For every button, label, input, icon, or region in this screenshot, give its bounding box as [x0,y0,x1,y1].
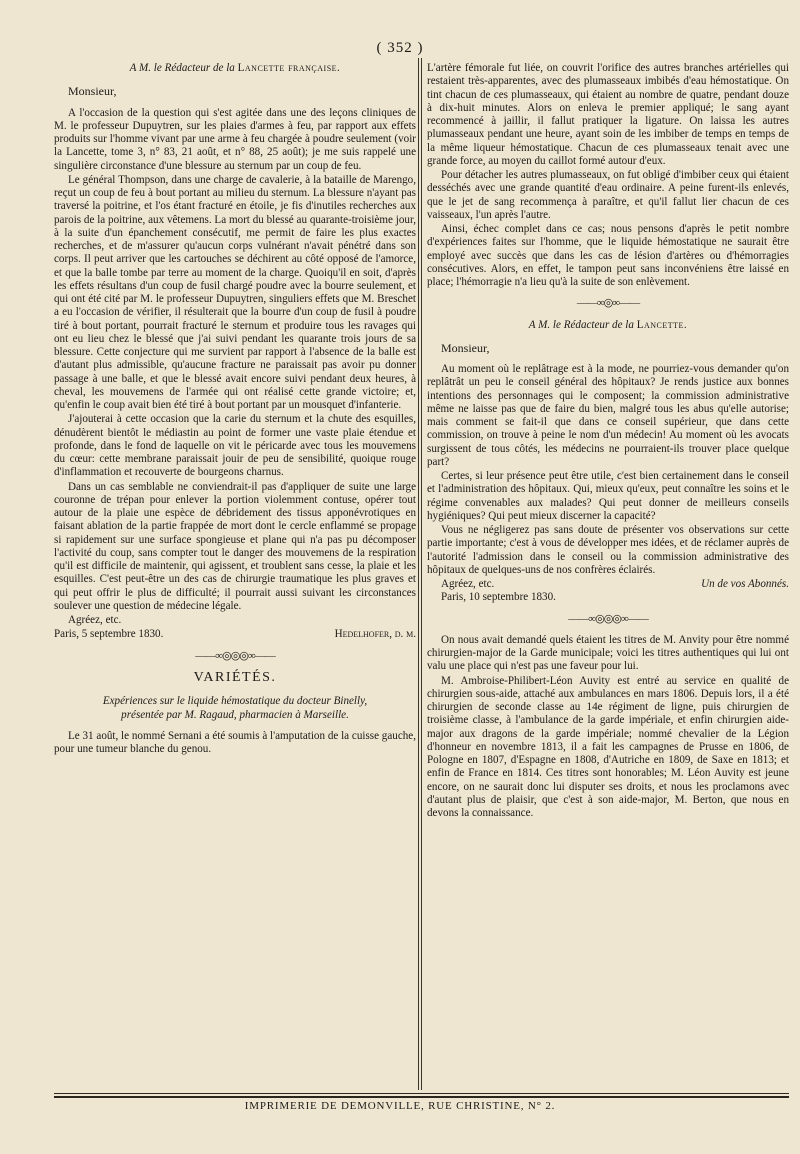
letter2-signature: Un de vos Abonnés. [701,578,789,590]
letter1-heading [54,62,416,75]
binelly-subheading-line2: présentée par M. Ragaud, pharmacien à Marseille. [121,709,349,721]
ornament-divider: ——∞◎◎◎∞—— [195,649,275,662]
letter2-place-date: Paris, 10 septembre 1830. [441,591,556,604]
ornament-divider: ——∞◎∞—— [576,297,640,310]
left-column [54,62,416,758]
letter2-salutation: Monsieur, [441,340,490,355]
letter1-paragraph: Dans un cas semblable ne conviendrait-il pas d'appliquer de suite une large couronne de trépan pour enlever la portion violemment contuse, opérer tout autour de la plaie une espèce de débridement des tissus apponévrotiques en faisant ablation de la partie frappée de mort dont le cercle enflammé se propage si rapidement sur une surface spongieuse et plane qui n'a pas pu décomposer l'activité du coup, sans compter tout le danger des mouvemens de la respiration qu'il est difficile de maintenir, qui agissent, et troublent sans cesse, la plaie et les esquilles. C'est peut-être un des cas de chirurgie traumatique les plus graves et qui peut offrir le plus de difficulté; il pourrait aussi suivant les circonstances soulever une question de médecine légale. [54,480,416,612]
printer-imprint: IMPRIMERIE DE DEMONVILLE, RUE CHRISTINE, N° 2. [244,1100,556,1112]
letter1-heading-prefix: A M. le Rédacteur de la [129,62,235,74]
section-title: VARIÉTÉS. [193,669,277,685]
letter1-heading-journal: Lancette française. [237,62,341,74]
letter1-salutation: Monsieur, [68,84,117,99]
letter1-signature: Hedelhofer, d. m. [334,628,416,641]
footer-rule-thick [54,1096,789,1098]
ornament-divider: ——∞◎◎◎∞—— [568,612,648,625]
letter2-heading-prefix: A M. le Rédacteur de la [528,318,634,331]
auvity-paragraph: On nous avait demandé quels étaient les titres de M. Anvity pour être nommé chirurgien-major de la Garde municipale; voici les titres authentiques qui lui ont valu une place qui n'est pas une faveur pour lui. [427,633,789,673]
letter2-closing: Agréez, etc. [441,578,495,590]
page-number: ( 352 ) [376,40,424,56]
letter2-paragraph: Certes, si leur présence peut être utile, c'est bien certainement dans le conseil et l'administration des hôpitaux. Qui, mieux qu'eux, peut connaître les soins et le régime convenables aux malades? Qui peut donner de meilleurs conseils hygiéniques? Qui peut mieux discerner la capacité? [427,470,789,522]
column-rule-inner [421,58,422,1090]
letter1-signature-line [54,628,416,641]
letter2-paragraph: Au moment où le replâtrage est à la mode, ne pourriez-vous demander qu'on replâtrât un peu le conseil général des hôpitaux? Je rends justice aux bonnes intentions des personnages qui le composent; la commission administrative même ne laisse pas que de faire du bien, malgré tous les abus qu'elle autorise; mais comment se fait-il que dans ce conseil supérieur, que dans cette commission, on trouve à peine le nom d'un médecin! Au moment où les avocats surgissent de tous côtés, les médecins ne pourraient-ils trouver place quelque part? [427,363,789,468]
footer-rule [54,1093,789,1094]
column-rule [418,58,419,1090]
letter2-signature-line [427,578,789,591]
binelly-paragraph: L'artère fémorale fut liée, on couvrit l'orifice des autres branches artérielles qui restaient très-apparentes, avec des plumasseaux imbibés d'eau hémostatique. On tint chacun de ces plumasseaux, qui étaient au nombre de quatre, pendant douze à dix-huit minutes. Alors on enleva le premier appliqué; le sang ayant recommencé à jaillir, il fallut pratiquer la ligature. On laissa les autres plumasseaux pendant une heure, ayant soin de les imbiber de temps en temps de la même liqueur hémostatique. Chacun de ces plumasseaux tenait avec une grande force, au moyen du caillot formé autour d'eux. [427,62,789,167]
letter1-place-date: Paris, 5 septembre 1830. [54,628,164,641]
auvity-paragraph: M. Ambroise-Philibert-Léon Auvity est entré au service en qualité de chirurgien sous-aide, attaché aux ambulances en mars 1806. Depuis lors, il a été chirurgien de seconde classe au 14e régiment de ligne, puis chirurgien de troisième classe, à l'ambulance de la garde impériale, et enfin chirurgien aide-major aux dragons de la garde impériale; nommé chevalier de la Légion d'honneur en novembre 1813, il a fait les campagnes de Prusse en 1806, de Pologne en 1807, d'Espagne en 1808, d'Autriche en 1809, de Saxe en 1813; et enfin de France en 1814. Ces titres sont honorables; M. Léon Auvity est jeune encore, on ne saurait donc lui disputer ses droits, et nous les proclamons avec d'autant plus de plaisir, que c'est à son aide-major, M. Berton, que nous en devons la connaissance. [427,674,789,819]
right-column [427,62,789,821]
binelly-subheading [54,694,416,722]
binelly-paragraph: Pour détacher les autres plumasseaux, on fut obligé d'imbiber ceux qui étaient desséchés avec une grande quantité d'eau ordinaire. A peine furent-ils enlevés, que le jet de sang recommença à paraître, et qu'il fallut lier chacun de ces vaisseaux, l'un après l'autre. [427,169,789,221]
binelly-paragraph: Ainsi, échec complet dans ce cas; nous pensons d'après le petit nombre d'expériences faites sur l'homme, que le liquide hémostatique ne saurait être employé avec succès que dans les cas de lésion d'artères ou d'hémorragies consécutives. Alors, en effet, le tampon peut sans inconvéniens être laissé en place; l'hémorragie n'a lieu qu'à la suite de son enlèvement. [427,223,789,288]
letter1-paragraph: J'ajouterai à cette occasion que la carie du sternum et la chute des esquilles, dénudèrent bientôt le médiastin au point de former une vaste plaie étendue et profonde, dans le fond de laquelle on vit le péricarde avec tous les mouvemens du cœur: cette membrane paraissait jouir de peu de sensibilité, quoique rouge d'inflammation et recouverte de bourgeons charnus. [54,413,416,479]
letter2-heading [427,319,789,332]
binelly-paragraph: Le 31 août, le nommé Sernani a été soumis à l'amputation de la cuisse gauche, pour une tumeur blanche du genou. [54,730,416,756]
binelly-subheading-line1: Expériences sur le liquide hémostatique du docteur Binelly, [102,695,368,707]
letter1-paragraph: A l'occasion de la question qui s'est agitée dans une des leçons cliniques de M. le professeur Dupuytren, sur les plaies d'armes à feu, par rapport aux effets produits sur l'homme vivant par une arme à feu chargée à poudre seulement (voir la Lancette, tome 3, n° 83, 21 août, et n° 88, 25 août); je me suis rappelé une singulière circonstance d'une blessure au sternum par un coup de feu. [54,106,416,172]
letter1-paragraph: Le général Thompson, dans une charge de cavalerie, à la bataille de Marengo, reçut un coup de feu à bout portant au milieu du sternum. La blessure n'ayant pas traversé la poitrine, et l'os étant fracturé en étoile, je fis d'inutiles recherches aux parois de la poitrine, aux vêtemens. La mort du blessé au quarante-troisième jour, à la suite d'un épanchement consécutif, me permit de faire les plus exactes recherches, et de m'assurer qu'aucun corps vulnérant n'avait pénétré dans son corps. Il peut arriver que les cartouches se déchirent au côté opposé de l'amorce, et que la balle tombe par terre au moment de la charge. Quoiqu'il en soit, d'après les effets résultans d'un coup de fusil chargé poudre avec la bourre seulement, et qui ont été cité par M. le professeur Dupuytren, singuliers effets que M. Breschet a eu l'occasion de vérifier, il résulterait que la bourre d'un coup de fusil à poudre tiré à bout portant, pourrait fracturé le sternum et produire tous les ravages qui ont eu lieu chez le blessé que j'ai suivi pendant les quarante trois jours de sa blessure. Cette conjecture qui me survient par rapport à l'absence de la balle est d'autant plus admissible, qu'aucune fracture ne paraissait pas avoir pu donner passage à une balle, et que le blessé avait encore suivi pendant deux heures, à cheval, les mouvemens de l'armée qui ont réalisé cette grande victoire; et, qu'enfin le coup avait bien été tiré à bout portant par un mousquet d'infanterie. [54,173,416,411]
letter2-paragraph: Vous ne négligerez pas sans doute de présenter vos observations sur cette partie importante; c'est à vous de développer mes idées, et de réclamer auprès de l'autorité l'admission dans le conseil ou la commission administrative des hôpitaux de quelques-uns de nos confrères éclairés. [427,524,789,576]
letter2-heading-journal: Lancette. [636,318,688,331]
letter1-closing: Agréez, etc. [68,614,122,626]
